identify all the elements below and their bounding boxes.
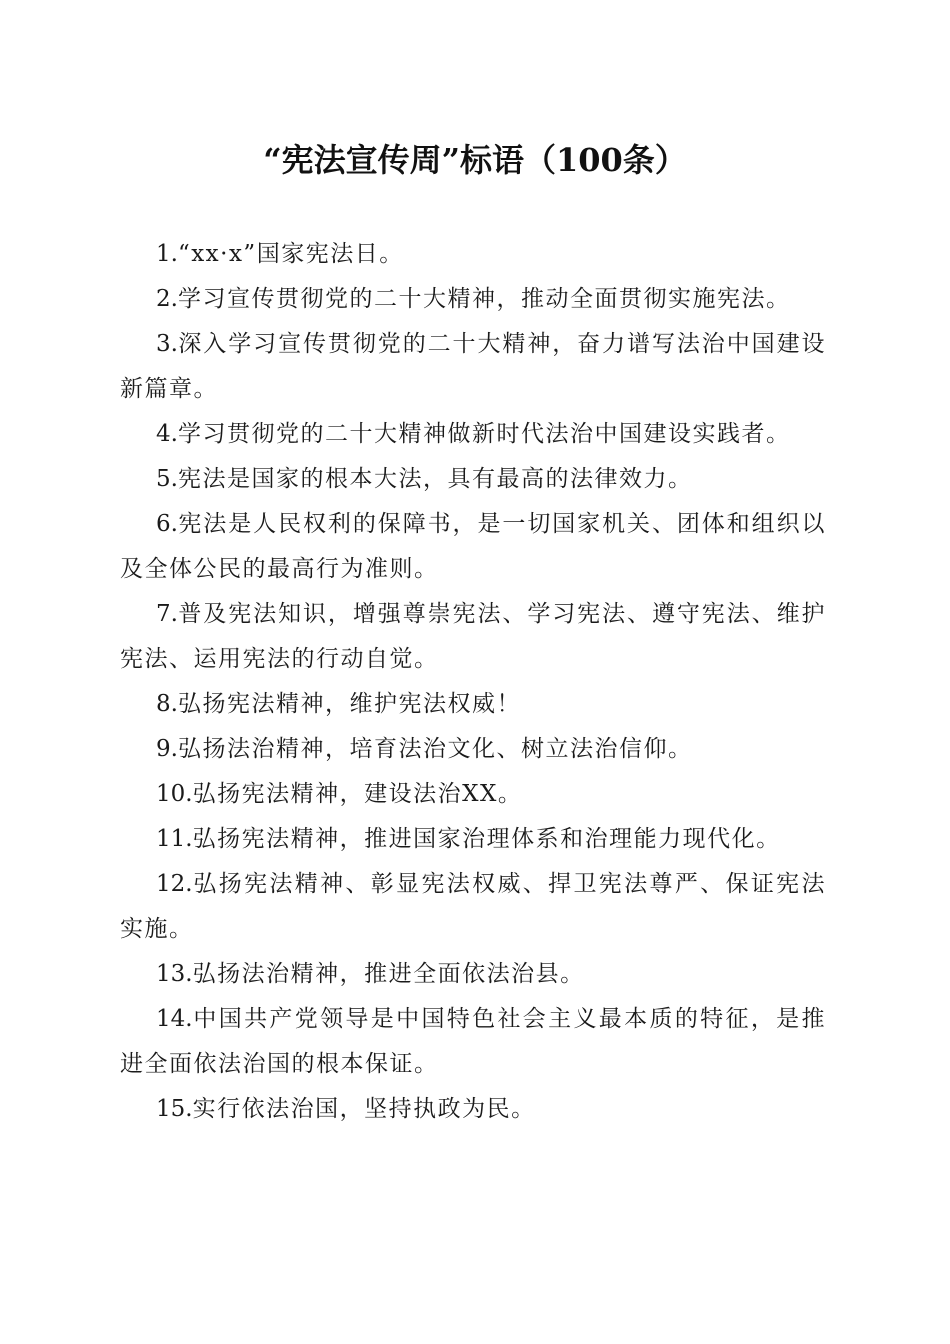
list-item: [120, 412, 826, 457]
item-text: 弘扬宪法精神，维护宪法权威！: [177, 691, 521, 717]
item-number: 3.: [156, 331, 178, 357]
list-item: [120, 502, 826, 592]
item-number: 2.: [156, 286, 178, 312]
list-item: [120, 997, 826, 1087]
list-item: [120, 817, 826, 862]
list-item: [120, 862, 826, 952]
item-text: 普及宪法知识，增强尊崇宪法、学习宪法、遵守宪法、维护宪法、运用宪法的行动自觉。: [120, 601, 826, 672]
item-number: 1.: [156, 241, 178, 267]
item-number: 11.: [156, 826, 193, 852]
item-text: 学习贯彻党的二十大精神做新时代法治中国建设实践者。: [177, 421, 791, 447]
item-text: 弘扬法治精神，推进全面依法治县。: [192, 961, 585, 987]
item-number: 8.: [156, 691, 178, 717]
item-number: 14.: [156, 1006, 193, 1032]
item-text: 深入学习宣传贯彻党的二十大精神，奋力谱写法治中国建设新篇章。: [120, 331, 826, 402]
item-text: 学习宣传贯彻党的二十大精神，推动全面贯彻实施宪法。: [177, 286, 791, 312]
item-text: “xx·x”国家宪法日。: [177, 241, 404, 267]
page-title: “宪法宣传周”标语（100条）: [263, 141, 687, 179]
list-item: [120, 232, 826, 277]
item-number: 5.: [156, 466, 178, 492]
list-item: [120, 592, 826, 682]
item-number: 15.: [156, 1096, 193, 1122]
item-number: 9.: [156, 736, 178, 762]
item-text: 宪法是国家的根本大法，具有最高的法律效力。: [177, 466, 693, 492]
list-item: [120, 457, 826, 502]
item-text: 弘扬宪法精神，推进国家治理体系和治理能力现代化。: [192, 826, 781, 852]
item-text: 实行依法治国，坚持执政为民。: [192, 1096, 536, 1122]
item-text: 宪法是人民权利的保障书，是一切国家机关、团体和组织以及全体公民的最高行为准则。: [120, 511, 826, 582]
list-item: [120, 322, 826, 412]
item-text: 弘扬法治精神，培育法治文化、树立法治信仰。: [177, 736, 693, 762]
list-item: [120, 1087, 826, 1132]
list-item: [120, 727, 826, 772]
list-item: [120, 772, 826, 817]
list-item: [120, 277, 826, 322]
list-item: [120, 952, 826, 997]
list-item: [120, 682, 826, 727]
item-number: 6.: [156, 511, 178, 537]
item-text: 弘扬宪法精神、彰显宪法权威、捍卫宪法尊严、保证宪法实施。: [120, 871, 826, 942]
slogan-list: [120, 232, 826, 1132]
item-text: 中国共产党领导是中国特色社会主义最本质的特征，是推进全面依法治国的根本保证。: [120, 1006, 826, 1077]
item-text: 弘扬宪法精神，建设法治XX。: [192, 781, 523, 807]
item-number: 4.: [156, 421, 178, 447]
item-number: 13.: [156, 961, 193, 987]
item-number: 7.: [156, 601, 178, 627]
item-number: 10.: [156, 781, 193, 807]
item-number: 12.: [156, 871, 193, 897]
